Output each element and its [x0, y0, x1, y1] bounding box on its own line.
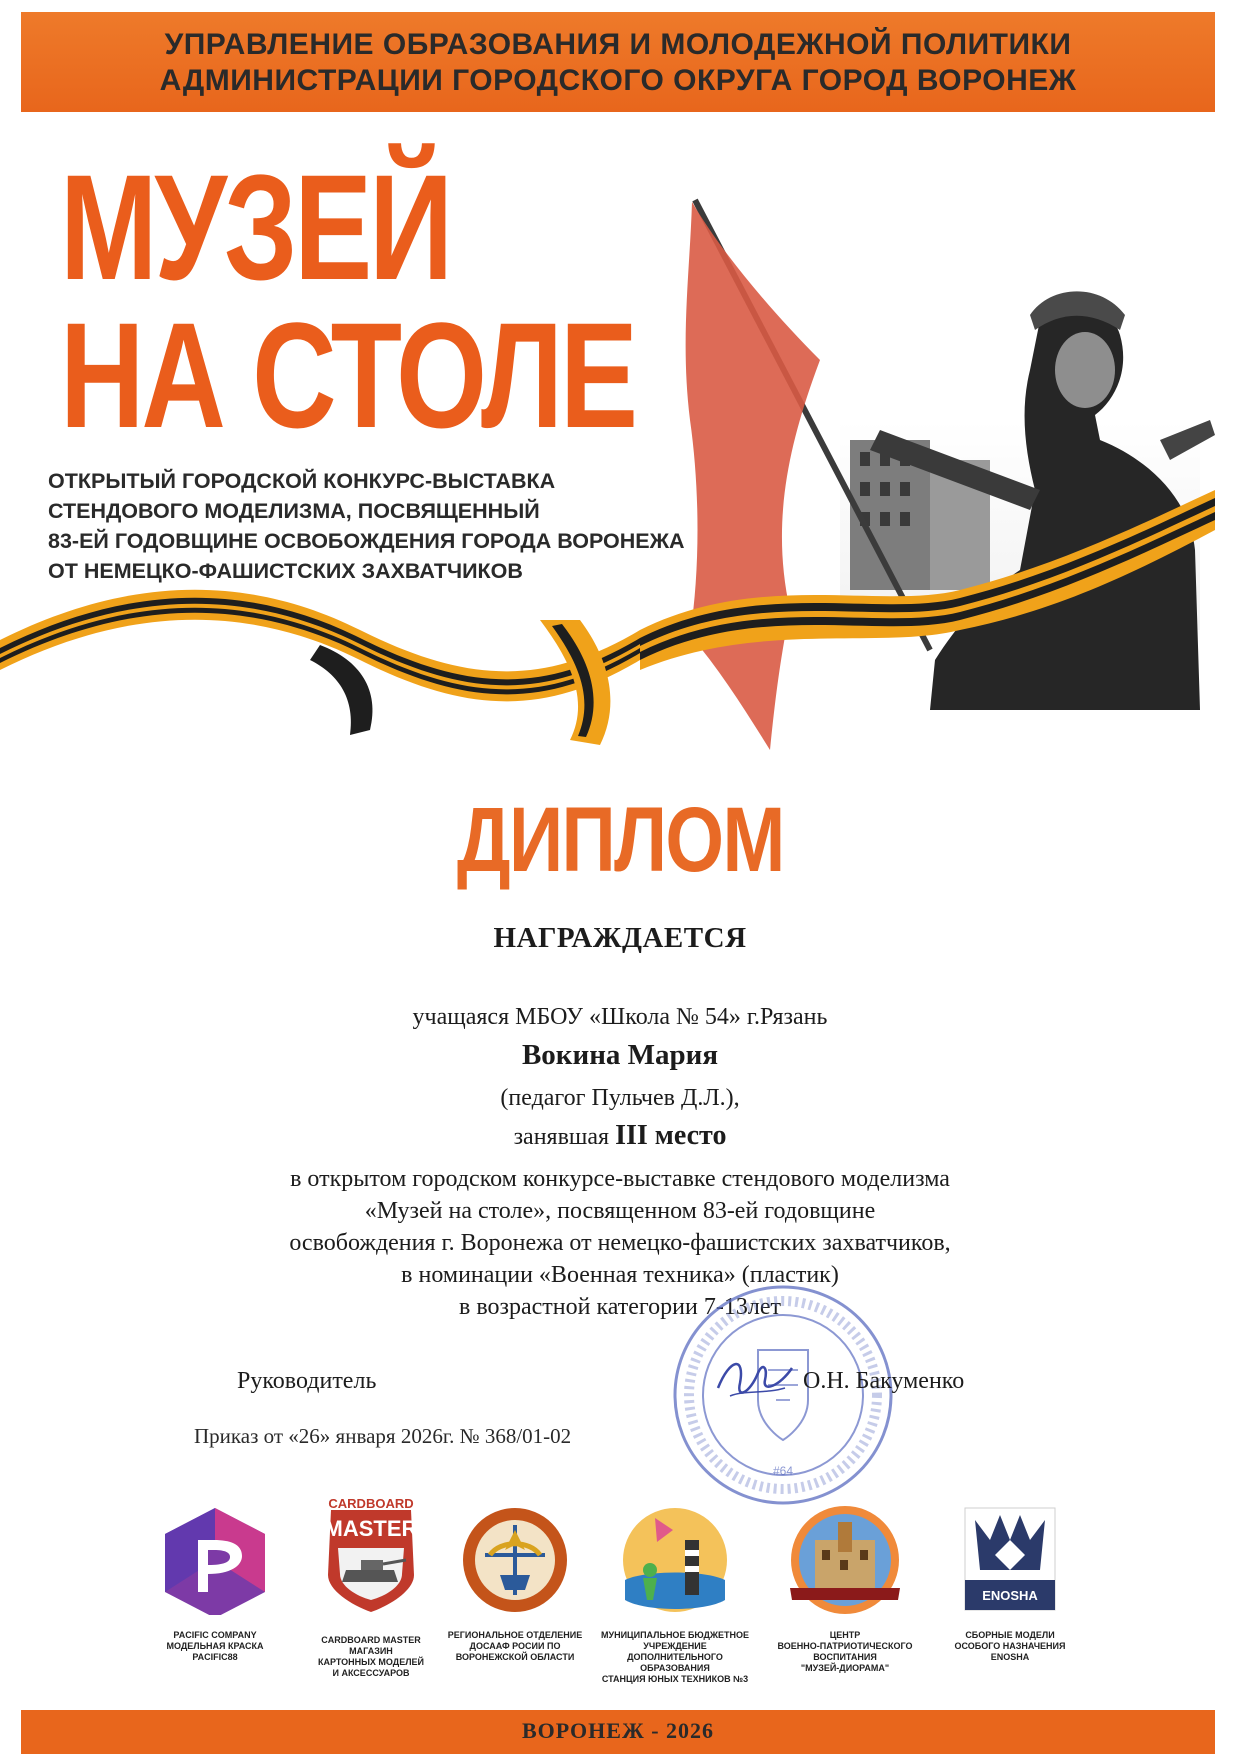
recipient-school: учащаяся МБОУ «Школа № 54» г.Рязань	[412, 1004, 828, 1030]
title-line-1: МУЗЕЙ	[60, 143, 451, 311]
place-prefix: занявшая	[513, 1124, 610, 1150]
diploma-heading	[0, 788, 1240, 893]
place-value: III место	[615, 1120, 727, 1151]
description-line: в возрастной категории 7-13лет	[459, 1294, 781, 1320]
header-line-1: УПРАВЛЕНИЕ ОБРАЗОВАНИЯ И МОЛОДЕЖНОЙ ПОЛИТИКИ	[164, 28, 1072, 61]
svg-text:ENOSHA: ENOSHA	[982, 1588, 1038, 1603]
signature-role: Руководитель	[237, 1368, 377, 1394]
header-band	[21, 12, 1215, 112]
young-technicians-station-logo: МУНИЦИПАЛЬНОЕ БЮДЖЕТНОЕ УЧРЕЖДЕНИЕ ДОПОЛНИТЕЛЬНОГО ОБРАЗОВАНИЯ СТАНЦИЯ ЮНЫХ ТЕХНИКОВ №3	[595, 1500, 755, 1685]
description-line: в номинации «Военная техника» (пластик)	[401, 1262, 839, 1288]
young-technicians-icon	[595, 1500, 755, 1615]
svg-text:CARDBOARD: CARDBOARD	[328, 1496, 414, 1511]
dosaaf-logo: РЕГИОНАЛЬНОЕ ОТДЕЛЕНИЕ ДОСААФ РОСИИ ПО ВОРОНЕЖСКОЙ ОБЛАСТИ	[445, 1500, 585, 1663]
footer-band	[21, 1710, 1215, 1754]
pacific-company-logo: PACIFIC COMPANY МОДЕЛЬНАЯ КРАСКА PACIFIC88	[150, 1500, 280, 1663]
red-flag-icon	[686, 202, 820, 750]
sponsor-logos	[150, 1496, 1110, 1684]
dosaaf-emblem-icon	[445, 1500, 585, 1615]
recipient-place-line	[0, 1120, 1240, 1152]
award-description	[0, 1163, 1240, 1323]
title-line-2: НА СТОЛЕ	[60, 291, 635, 459]
cardboard-master-logo: CARDBOARD MASTER CARDBOARD MASTER МАГАЗИН КАРТОННЫХ МОДЕЛЕЙ И АКСЕССУАРОВ	[306, 1490, 436, 1679]
svg-text:#64: #64	[772, 1464, 794, 1478]
description-line: в открытом городском конкурсе-выставке стендового моделизма	[290, 1166, 950, 1192]
enosha-crown-icon	[945, 1500, 1075, 1615]
header-line-2: АДМИНИСТРАЦИИ ГОРОДСКОГО ОКРУГА ГОРОД ВОРОНЕЖ	[159, 64, 1077, 97]
soldier-flag-illustration	[0, 190, 1240, 770]
recipient-teacher: (педагог Пульчев Д.Л.),	[500, 1085, 740, 1111]
enosha-logo: ENOSHA СБОРНЫЕ МОДЕЛИ ОСОБОГО НАЗНАЧЕНИЯ ENOSHA	[945, 1500, 1075, 1663]
diploma-title: ДИПЛОМ	[456, 789, 784, 891]
cardboard-master-icon	[306, 1490, 436, 1615]
subtitle-line: ОТ НЕМЕЦКО-ФАШИСТСКИХ ЗАХВАТЧИКОВ	[48, 559, 523, 583]
handwritten-signature-icon	[710, 1348, 800, 1408]
description-line: освобождения г. Воронежа от немецко-фашистских захватчиков,	[289, 1230, 951, 1256]
subtitle-line: 83-ЕЙ ГОДОВЩИНЕ ОСВОБОЖДЕНИЯ ГОРОДА ВОРОНЕЖА	[48, 529, 685, 553]
subtitle-line: СТЕНДОВОГО МОДЕЛИЗМА, ПОСВЯЩЕННЫЙ	[48, 499, 540, 523]
svg-text:MASTER: MASTER	[324, 1516, 418, 1541]
museum-diorama-logo: ЦЕНТР ВОЕННО-ПАТРИОТИЧЕСКОГО ВОСПИТАНИЯ "МУЗЕЙ-ДИОРАМА"	[770, 1500, 920, 1674]
subtitle-line: ОТКРЫТЫЙ ГОРОДСКОЙ КОНКУРС-ВЫСТАВКА	[48, 469, 556, 493]
description-line: «Музей на столе», посвященном 83-ей годовщине	[364, 1198, 876, 1224]
recipient-name: Вокина Мария	[521, 1039, 719, 1071]
footer-city-year: ВОРОНЕЖ - 2026	[521, 1718, 715, 1743]
awarded-heading: НАГРАЖДАЕТСЯ	[493, 922, 747, 954]
pacific-logo-icon	[150, 1500, 280, 1615]
signature-name: О.Н. Бакуменко	[803, 1368, 965, 1394]
order-reference: Приказ от «26» января 2026г. № 368/01-02	[194, 1424, 572, 1448]
museum-diorama-icon	[770, 1500, 920, 1615]
